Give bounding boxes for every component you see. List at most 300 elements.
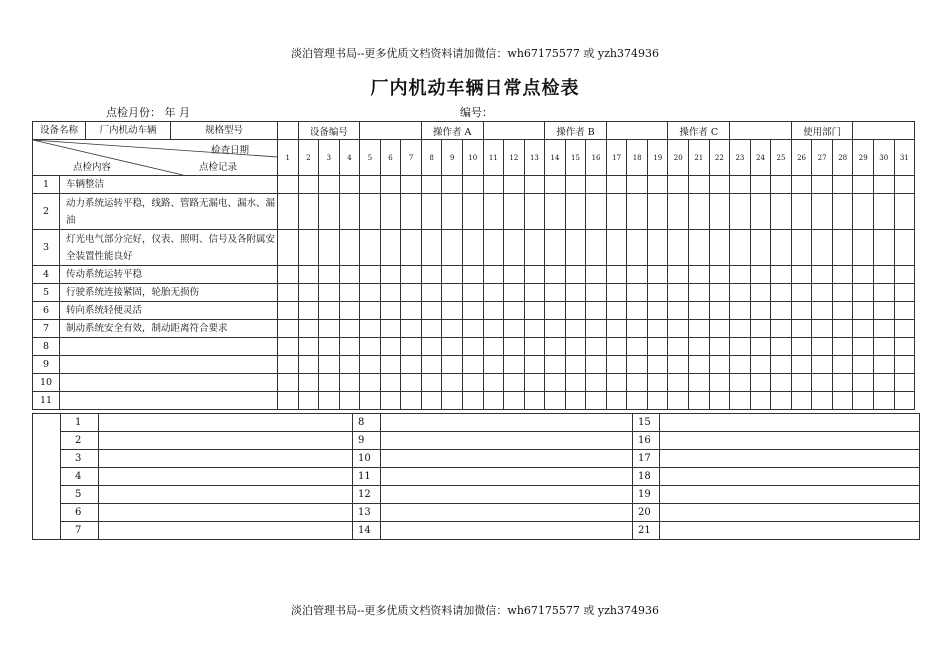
check-cell[interactable] [771,230,792,266]
check-cell[interactable] [606,338,627,356]
check-cell[interactable] [298,338,319,356]
check-cell[interactable] [647,356,668,374]
check-cell[interactable] [298,374,319,392]
check-cell[interactable] [647,284,668,302]
check-cell[interactable] [319,356,340,374]
check-cell[interactable] [709,374,730,392]
check-cell[interactable] [545,356,566,374]
check-cell[interactable] [586,266,607,284]
note-field[interactable] [99,504,353,522]
check-cell[interactable] [442,392,463,410]
check-cell[interactable] [873,392,894,410]
check-cell[interactable] [524,320,545,338]
check-cell[interactable] [360,338,381,356]
check-cell[interactable] [873,320,894,338]
check-cell[interactable] [442,338,463,356]
check-cell[interactable] [545,176,566,194]
dept-value[interactable] [853,122,915,140]
check-cell[interactable] [298,230,319,266]
check-cell[interactable] [873,230,894,266]
check-cell[interactable] [771,338,792,356]
check-cell[interactable] [421,320,442,338]
check-cell[interactable] [812,284,833,302]
check-cell[interactable] [812,266,833,284]
check-cell[interactable] [668,338,689,356]
check-cell[interactable] [750,230,771,266]
check-cell[interactable] [545,392,566,410]
check-cell[interactable] [586,338,607,356]
check-cell[interactable] [545,338,566,356]
check-cell[interactable] [750,356,771,374]
check-cell[interactable] [730,374,751,392]
check-cell[interactable] [462,230,483,266]
check-cell[interactable] [339,320,360,338]
check-cell[interactable] [771,374,792,392]
check-cell[interactable] [401,338,422,356]
check-cell[interactable] [586,392,607,410]
check-cell[interactable] [586,302,607,320]
check-cell[interactable] [319,230,340,266]
check-cell[interactable] [647,302,668,320]
check-cell[interactable] [791,320,812,338]
check-cell[interactable] [668,374,689,392]
check-cell[interactable] [360,374,381,392]
check-cell[interactable] [278,392,299,410]
check-cell[interactable] [462,392,483,410]
check-cell[interactable] [319,284,340,302]
check-cell[interactable] [812,392,833,410]
check-cell[interactable] [894,338,915,356]
check-cell[interactable] [586,356,607,374]
check-cell[interactable] [791,302,812,320]
check-cell[interactable] [730,230,751,266]
check-cell[interactable] [709,230,730,266]
check-cell[interactable] [853,356,874,374]
check-cell[interactable] [771,284,792,302]
check-cell[interactable] [421,392,442,410]
note-field[interactable] [381,414,633,432]
check-cell[interactable] [298,176,319,194]
check-cell[interactable] [504,320,525,338]
note-field[interactable] [381,468,633,486]
check-cell[interactable] [853,392,874,410]
check-cell[interactable] [853,320,874,338]
check-cell[interactable] [278,320,299,338]
check-cell[interactable] [380,284,401,302]
check-cell[interactable] [524,266,545,284]
check-cell[interactable] [278,176,299,194]
check-cell[interactable] [730,176,751,194]
check-cell[interactable] [750,338,771,356]
check-cell[interactable] [832,176,853,194]
check-cell[interactable] [524,230,545,266]
check-cell[interactable] [462,320,483,338]
check-cell[interactable] [586,320,607,338]
check-cell[interactable] [750,194,771,230]
check-cell[interactable] [832,230,853,266]
check-cell[interactable] [606,320,627,338]
check-cell[interactable] [380,338,401,356]
check-cell[interactable] [442,194,463,230]
operator-b-value[interactable] [606,122,668,140]
check-cell[interactable] [380,320,401,338]
check-cell[interactable] [853,194,874,230]
check-cell[interactable] [504,392,525,410]
check-cell[interactable] [894,320,915,338]
check-cell[interactable] [401,356,422,374]
note-field[interactable] [99,414,353,432]
check-cell[interactable] [832,302,853,320]
check-cell[interactable] [586,284,607,302]
check-cell[interactable] [565,302,586,320]
note-field[interactable] [660,468,920,486]
check-cell[interactable] [853,266,874,284]
check-cell[interactable] [565,194,586,230]
check-cell[interactable] [421,266,442,284]
check-cell[interactable] [360,392,381,410]
check-cell[interactable] [647,194,668,230]
check-cell[interactable] [750,302,771,320]
check-cell[interactable] [606,230,627,266]
check-cell[interactable] [627,266,648,284]
check-cell[interactable] [894,194,915,230]
check-cell[interactable] [668,284,689,302]
check-cell[interactable] [812,320,833,338]
check-cell[interactable] [668,356,689,374]
check-cell[interactable] [278,302,299,320]
check-cell[interactable] [401,266,422,284]
check-cell[interactable] [524,392,545,410]
check-cell[interactable] [586,230,607,266]
check-cell[interactable] [319,374,340,392]
check-cell[interactable] [442,374,463,392]
check-cell[interactable] [873,284,894,302]
check-cell[interactable] [689,320,710,338]
check-cell[interactable] [730,284,751,302]
check-cell[interactable] [627,374,648,392]
check-cell[interactable] [545,284,566,302]
check-cell[interactable] [832,266,853,284]
check-cell[interactable] [627,176,648,194]
check-cell[interactable] [668,194,689,230]
check-cell[interactable] [298,266,319,284]
check-cell[interactable] [873,356,894,374]
check-cell[interactable] [545,374,566,392]
check-cell[interactable] [750,284,771,302]
check-cell[interactable] [853,374,874,392]
check-cell[interactable] [647,320,668,338]
check-cell[interactable] [298,194,319,230]
check-cell[interactable] [483,338,504,356]
check-cell[interactable] [647,392,668,410]
check-cell[interactable] [545,302,566,320]
check-cell[interactable] [380,302,401,320]
check-cell[interactable] [873,374,894,392]
check-cell[interactable] [709,338,730,356]
check-cell[interactable] [339,338,360,356]
check-cell[interactable] [730,194,751,230]
check-cell[interactable] [873,302,894,320]
check-cell[interactable] [647,230,668,266]
model-value[interactable] [278,122,299,140]
check-cell[interactable] [339,176,360,194]
check-cell[interactable] [545,230,566,266]
check-cell[interactable] [750,374,771,392]
check-cell[interactable] [524,302,545,320]
check-cell[interactable] [401,374,422,392]
check-cell[interactable] [442,302,463,320]
check-cell[interactable] [627,392,648,410]
check-cell[interactable] [545,320,566,338]
check-cell[interactable] [709,356,730,374]
check-cell[interactable] [380,176,401,194]
check-cell[interactable] [483,392,504,410]
check-cell[interactable] [401,320,422,338]
check-cell[interactable] [298,392,319,410]
check-cell[interactable] [360,320,381,338]
check-cell[interactable] [483,284,504,302]
check-cell[interactable] [421,230,442,266]
check-cell[interactable] [627,230,648,266]
check-cell[interactable] [771,302,792,320]
check-cell[interactable] [606,284,627,302]
check-cell[interactable] [791,176,812,194]
check-cell[interactable] [627,356,648,374]
check-cell[interactable] [709,176,730,194]
check-cell[interactable] [771,320,792,338]
check-cell[interactable] [689,284,710,302]
check-cell[interactable] [853,176,874,194]
check-cell[interactable] [380,194,401,230]
check-cell[interactable] [565,266,586,284]
check-cell[interactable] [689,194,710,230]
check-cell[interactable] [462,356,483,374]
check-cell[interactable] [812,302,833,320]
check-cell[interactable] [421,338,442,356]
check-cell[interactable] [524,176,545,194]
check-cell[interactable] [689,338,710,356]
check-cell[interactable] [565,320,586,338]
check-cell[interactable] [894,356,915,374]
note-field[interactable] [381,450,633,468]
check-cell[interactable] [319,176,340,194]
check-cell[interactable] [791,392,812,410]
note-field[interactable] [660,414,920,432]
operator-c-value[interactable] [730,122,792,140]
check-cell[interactable] [401,284,422,302]
check-cell[interactable] [627,284,648,302]
check-cell[interactable] [730,302,751,320]
check-cell[interactable] [504,338,525,356]
check-cell[interactable] [504,266,525,284]
check-cell[interactable] [689,374,710,392]
check-cell[interactable] [524,194,545,230]
check-cell[interactable] [668,266,689,284]
check-cell[interactable] [606,266,627,284]
check-cell[interactable] [380,266,401,284]
check-cell[interactable] [339,374,360,392]
check-cell[interactable] [709,194,730,230]
check-cell[interactable] [689,230,710,266]
check-cell[interactable] [627,320,648,338]
check-cell[interactable] [894,284,915,302]
note-field[interactable] [381,486,633,504]
check-cell[interactable] [873,194,894,230]
check-cell[interactable] [421,302,442,320]
check-cell[interactable] [853,302,874,320]
check-cell[interactable] [462,374,483,392]
check-cell[interactable] [319,320,340,338]
check-cell[interactable] [442,230,463,266]
check-cell[interactable] [730,392,751,410]
note-field[interactable] [99,432,353,450]
check-cell[interactable] [565,374,586,392]
check-cell[interactable] [401,392,422,410]
check-cell[interactable] [565,230,586,266]
check-cell[interactable] [298,284,319,302]
check-cell[interactable] [401,194,422,230]
check-cell[interactable] [791,356,812,374]
check-cell[interactable] [565,176,586,194]
check-cell[interactable] [832,284,853,302]
check-cell[interactable] [462,176,483,194]
check-cell[interactable] [791,194,812,230]
note-field[interactable] [660,522,920,540]
check-cell[interactable] [380,392,401,410]
check-cell[interactable] [873,266,894,284]
check-cell[interactable] [319,194,340,230]
check-cell[interactable] [627,194,648,230]
check-cell[interactable] [339,392,360,410]
check-cell[interactable] [668,302,689,320]
check-cell[interactable] [278,356,299,374]
check-cell[interactable] [339,284,360,302]
check-cell[interactable] [586,194,607,230]
check-cell[interactable] [319,338,340,356]
check-cell[interactable] [339,356,360,374]
note-field[interactable] [381,504,633,522]
check-cell[interactable] [771,266,792,284]
check-cell[interactable] [483,320,504,338]
check-cell[interactable] [278,284,299,302]
note-field[interactable] [99,450,353,468]
check-cell[interactable] [483,230,504,266]
check-cell[interactable] [689,392,710,410]
check-cell[interactable] [462,194,483,230]
check-cell[interactable] [524,338,545,356]
check-cell[interactable] [812,230,833,266]
check-cell[interactable] [421,356,442,374]
check-cell[interactable] [319,266,340,284]
equip-no-value[interactable] [360,122,422,140]
check-cell[interactable] [524,356,545,374]
check-cell[interactable] [627,302,648,320]
note-field[interactable] [660,504,920,522]
note-field[interactable] [99,486,353,504]
check-cell[interactable] [504,194,525,230]
check-cell[interactable] [319,392,340,410]
check-cell[interactable] [873,338,894,356]
check-cell[interactable] [791,338,812,356]
note-field[interactable] [660,450,920,468]
check-cell[interactable] [401,230,422,266]
check-cell[interactable] [750,266,771,284]
check-cell[interactable] [832,320,853,338]
check-cell[interactable] [442,176,463,194]
check-cell[interactable] [750,392,771,410]
check-cell[interactable] [812,194,833,230]
check-cell[interactable] [750,320,771,338]
check-cell[interactable] [853,338,874,356]
check-cell[interactable] [709,392,730,410]
check-cell[interactable] [380,356,401,374]
check-cell[interactable] [421,284,442,302]
check-cell[interactable] [319,302,340,320]
check-cell[interactable] [853,284,874,302]
check-cell[interactable] [894,266,915,284]
check-cell[interactable] [894,392,915,410]
check-cell[interactable] [668,320,689,338]
check-cell[interactable] [360,356,381,374]
check-cell[interactable] [791,230,812,266]
check-cell[interactable] [750,176,771,194]
check-cell[interactable] [504,356,525,374]
check-cell[interactable] [771,356,792,374]
check-cell[interactable] [647,374,668,392]
check-cell[interactable] [668,176,689,194]
check-cell[interactable] [709,320,730,338]
check-cell[interactable] [483,356,504,374]
check-cell[interactable] [483,302,504,320]
check-cell[interactable] [360,230,381,266]
check-cell[interactable] [504,176,525,194]
check-cell[interactable] [278,266,299,284]
check-cell[interactable] [647,266,668,284]
check-cell[interactable] [483,266,504,284]
check-cell[interactable] [483,374,504,392]
check-cell[interactable] [360,266,381,284]
check-cell[interactable] [462,266,483,284]
note-field[interactable] [660,432,920,450]
check-cell[interactable] [791,374,812,392]
check-cell[interactable] [668,392,689,410]
check-cell[interactable] [873,176,894,194]
check-cell[interactable] [606,356,627,374]
check-cell[interactable] [709,284,730,302]
check-cell[interactable] [832,392,853,410]
check-cell[interactable] [504,374,525,392]
check-cell[interactable] [606,392,627,410]
check-cell[interactable] [689,356,710,374]
check-cell[interactable] [565,284,586,302]
check-cell[interactable] [812,374,833,392]
check-cell[interactable] [360,302,381,320]
check-cell[interactable] [565,392,586,410]
check-cell[interactable] [586,176,607,194]
check-cell[interactable] [832,374,853,392]
check-cell[interactable] [360,176,381,194]
check-cell[interactable] [647,176,668,194]
check-cell[interactable] [812,176,833,194]
check-cell[interactable] [545,266,566,284]
check-cell[interactable] [627,338,648,356]
check-cell[interactable] [791,284,812,302]
check-cell[interactable] [689,176,710,194]
check-cell[interactable] [298,302,319,320]
check-cell[interactable] [771,176,792,194]
operator-a-value[interactable] [483,122,545,140]
check-cell[interactable] [730,356,751,374]
